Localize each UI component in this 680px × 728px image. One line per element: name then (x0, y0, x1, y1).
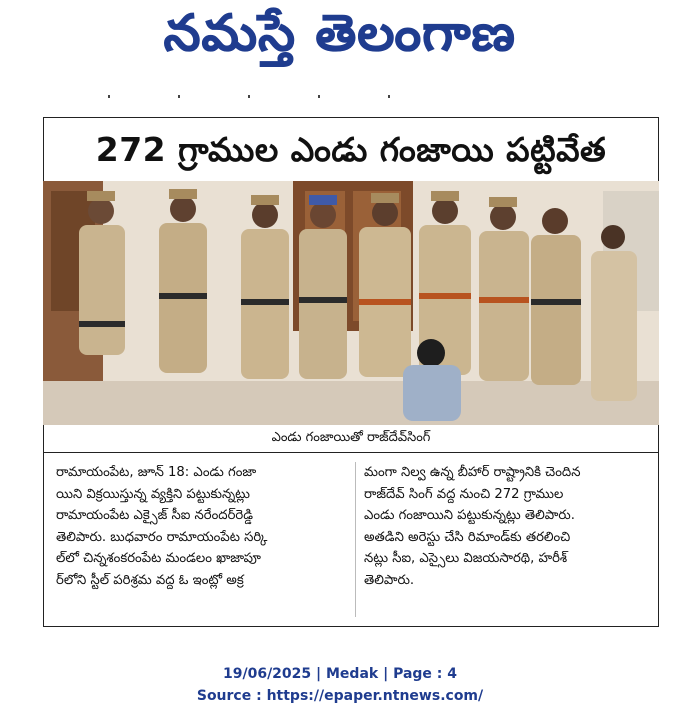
news-photo (43, 181, 659, 425)
body-line: ల్‌లో చిన్నశంకరంపేట మండలం ఖాజాపూ (56, 551, 261, 566)
body-line: నట్లు సీఐ, ఎస్సైలు విజయసారథి, హరీశ్ (364, 551, 568, 566)
masthead (0, 0, 680, 82)
article-body-right-column (364, 462, 654, 591)
body-line: ఎండు గంజాయిని పట్టుకున్నట్లు తెలిపారు. (364, 508, 575, 523)
body-line: తెలిపారు. (364, 572, 415, 588)
body-line: మంగా నిల్వ ఉన్న బీహార్ రాష్ట్రానికి చెందిన (364, 465, 581, 480)
body-line: రాజ్‌దేవ్ సింగ్ వద్ద నుంచి 272 గ్రాముల (364, 486, 564, 502)
body-line: ర్‌లోని స్టీల్ పరిశ్రమ వద్ద ఓ ఇంట్లో అక్ర (56, 572, 244, 588)
masthead-divider (108, 95, 448, 98)
footer-edition-info: 19/06/2025 | Medak | Page : 4 (222, 666, 458, 682)
photo-illustration (43, 181, 659, 425)
newspaper-logo: నమస్తే తెలంగాణ (163, 4, 517, 62)
body-line: యిని విక్రయిస్తున్న వ్యక్తిని పట్టుకున్నట్లు (56, 486, 250, 502)
body-line: రామాయంపేట, జూన్ 18: ఎండు గంజా (56, 465, 257, 480)
article-body-left-column (56, 462, 346, 591)
photo-caption: ఎండు గంజాయితో రాజ్‌దేవ్‌సింగ్ (271, 430, 431, 445)
body-line: తెలిపారు. బుధవారం రామాయంపేట సర్కి (56, 529, 268, 545)
footer-source-link[interactable]: Source : https://epaper.ntnews.com/ (196, 688, 484, 704)
caption-divider (43, 452, 659, 453)
column-divider (355, 462, 356, 617)
body-line: అతడిని అరెస్టు చేసి రిమాండ్‌కు తరలించి (364, 529, 571, 545)
article-headline: 272 గ్రాముల ఎండు గంజాయి పట్టివేత (95, 130, 607, 169)
body-line: రామాయంపేట ఎక్సైజ్ సీఐ నరేందర్‌రెడ్డి (56, 508, 253, 523)
